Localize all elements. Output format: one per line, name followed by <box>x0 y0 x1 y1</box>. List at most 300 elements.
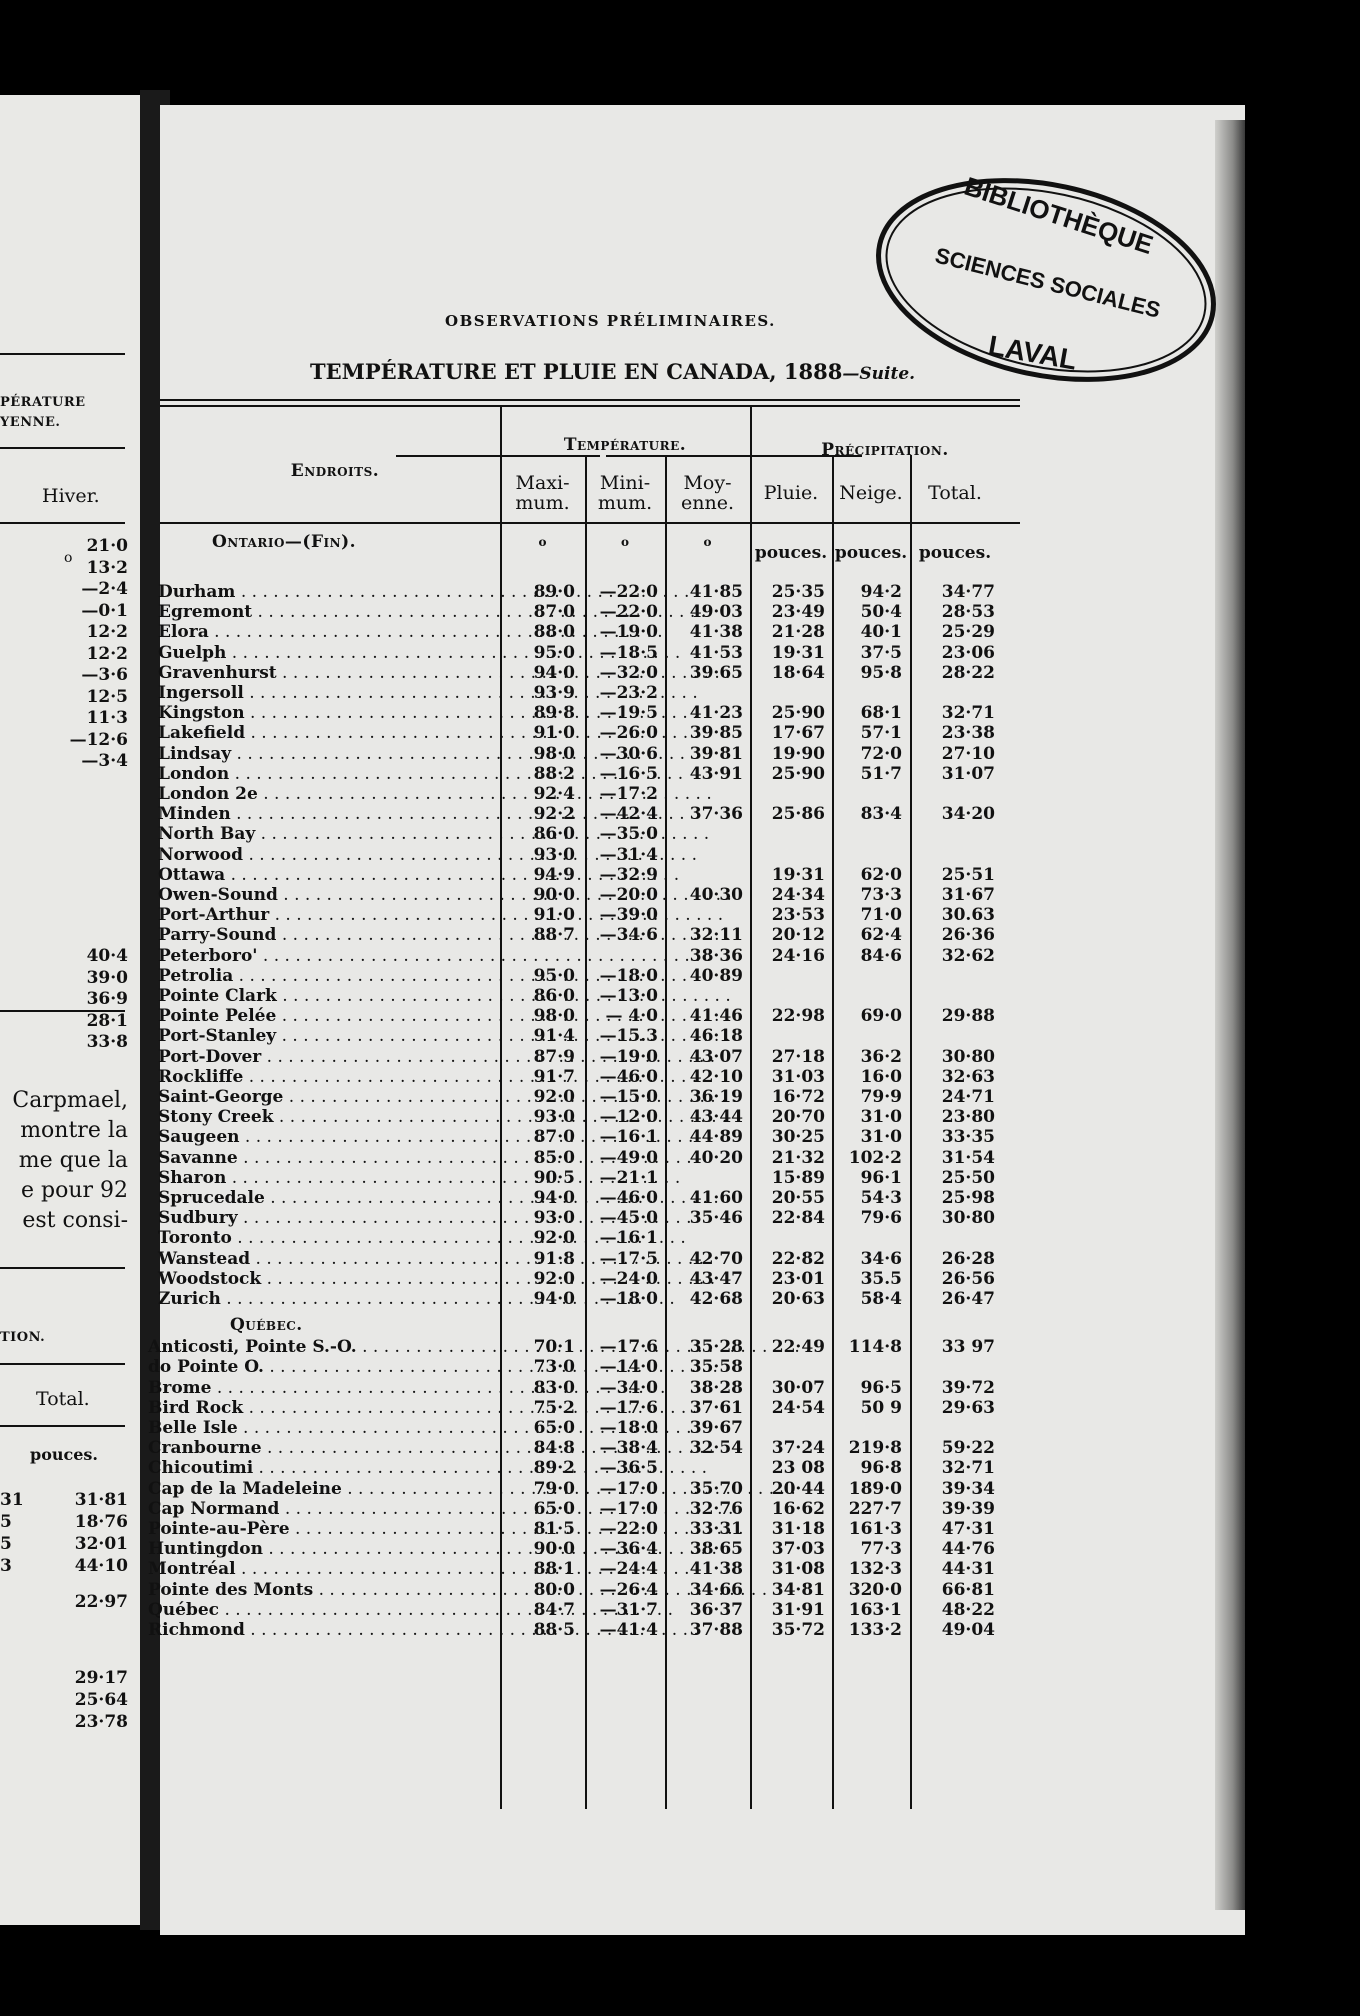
cell-max: 80·0 <box>533 1579 575 1600</box>
cell-rain: 22·49 <box>771 1337 825 1358</box>
left-value: —12·6 <box>69 729 128 750</box>
cell-total: 49·04 <box>941 1620 995 1640</box>
cell-snow: 163·1 <box>848 1599 902 1620</box>
place-name: Lakefield . . . <box>158 723 388 743</box>
cell-total: 34·20 <box>941 804 995 825</box>
cell-rain: 35·72 <box>771 1620 825 1640</box>
header-moyenne-line2: enne. <box>680 492 734 514</box>
cell-total: 26·56 <box>941 1268 995 1289</box>
cell-mean: 35·28 <box>689 1337 743 1358</box>
cell-max: 65·0 <box>533 1418 575 1438</box>
place-name: Pointe-au-Père . . . <box>148 1519 378 1539</box>
left-text-line: me que la <box>18 1148 128 1173</box>
header-pluie: Pluie. <box>763 482 819 504</box>
cell-min: —46·0 <box>599 1066 658 1087</box>
header-minimum-line2: mum. <box>597 492 653 514</box>
place-name: Pointe des Monts . . . <box>148 1580 378 1600</box>
left-value: 33·8 <box>86 1032 128 1052</box>
stamp-line3: LAVAL <box>986 329 1080 376</box>
header-moyenne <box>665 473 750 513</box>
place-name: Rockliffe . . . <box>158 1067 388 1087</box>
place-name: Gravenhurst . . . <box>158 663 388 683</box>
cell-min: —19·0 <box>599 622 658 643</box>
table-row <box>160 905 1245 925</box>
table-row <box>148 1599 1245 1620</box>
cell-min: —26·4 <box>599 1579 658 1600</box>
left-value: —0·1 <box>81 600 128 621</box>
cell-max: 89·2 <box>533 1458 575 1479</box>
table-row <box>160 1067 1245 1087</box>
cell-min: —39·0 <box>599 905 658 926</box>
left-header-1: PÉRATURE <box>0 395 86 410</box>
cell-max: 86·0 <box>533 824 575 845</box>
cell-mean: 41·60 <box>689 1188 743 1208</box>
left-total: 25·64 <box>74 1690 128 1710</box>
unit-max: o <box>538 535 547 549</box>
section-heading: Ontario—(Fin). <box>212 532 357 552</box>
cell-rain: 23 08 <box>771 1458 825 1479</box>
cell-total: 31·54 <box>941 1147 995 1168</box>
header-neige: Neige. <box>839 482 903 504</box>
table-row <box>160 622 1245 642</box>
cell-total: 26·47 <box>941 1289 995 1309</box>
cell-min: —21·1 <box>599 1167 658 1188</box>
cell-min: —14·0 <box>599 1357 658 1378</box>
cell-rain: 21·28 <box>771 622 825 643</box>
cell-snow: 96·8 <box>860 1458 902 1479</box>
table-row <box>148 1377 1245 1398</box>
cell-max: 88·7 <box>533 925 575 946</box>
cell-total: 39·34 <box>941 1478 995 1499</box>
table-row <box>160 1208 1245 1228</box>
left-value: —2·4 <box>81 579 128 599</box>
cell-min: —16·1 <box>599 1228 658 1249</box>
table-row <box>160 885 1245 905</box>
table-row <box>160 683 1245 703</box>
header-rule-bottom <box>160 522 1020 524</box>
cell-min: —41·4 <box>599 1620 658 1640</box>
cell-total: 30·80 <box>941 1208 995 1229</box>
section-heading: Québec. <box>230 1315 303 1336</box>
cell-min: —34·0 <box>599 1377 658 1398</box>
left-section-label: TION. <box>0 1330 46 1345</box>
cell-total: 29·88 <box>941 1006 995 1027</box>
table-row <box>160 1026 1245 1046</box>
header-minimum-line1: Mini- <box>599 472 651 494</box>
cell-max: 88·5 <box>533 1620 575 1640</box>
cell-mean: 43·91 <box>689 763 743 784</box>
cell-snow: 79·9 <box>860 1087 902 1107</box>
cell-min: —42·4 <box>599 804 658 825</box>
cell-total: 32·62 <box>941 945 995 966</box>
table-row <box>148 1620 1245 1640</box>
cell-max: 93·9 <box>533 683 575 703</box>
cell-mean: 40·20 <box>689 1147 743 1168</box>
left-total: 32·01 <box>74 1534 128 1554</box>
place-name: Wanstead . . . <box>158 1249 388 1269</box>
place-name: Cranbourne . . . <box>148 1438 378 1458</box>
cell-max: 93·0 <box>533 1107 575 1128</box>
cell-min: —31·7 <box>599 1599 658 1620</box>
cell-mean: 37·61 <box>689 1397 743 1418</box>
left-unit: o <box>64 550 73 566</box>
left-total-prefix: 31 <box>0 1490 24 1510</box>
cell-max: 90·0 <box>533 1539 575 1560</box>
cell-total: 25·98 <box>941 1188 995 1208</box>
place-name: Port-Arthur . . . <box>158 905 388 925</box>
cell-max: 91·0 <box>533 723 575 744</box>
place-name: Belle Isle . . . <box>148 1418 378 1438</box>
temp-group-rule <box>396 455 600 457</box>
place-name: Ottawa . . . <box>158 865 388 885</box>
table-row <box>148 1458 1245 1479</box>
cell-rain: 23·53 <box>771 905 825 926</box>
cell-snow: 50 9 <box>860 1397 902 1418</box>
place-name: Savanne . . . <box>158 1148 388 1168</box>
cell-max: 88·0 <box>533 622 575 643</box>
left-rule <box>0 1010 125 1012</box>
left-total-prefix: 5 <box>0 1534 12 1554</box>
cell-total: 31·07 <box>941 763 995 784</box>
left-value: 11·3 <box>86 708 128 728</box>
left-text-line: e pour 92 <box>20 1178 128 1203</box>
place-name: Elora . . . <box>158 622 388 642</box>
table-row <box>160 865 1245 885</box>
cell-mean: 32·11 <box>689 925 743 946</box>
left-rule <box>0 1363 125 1365</box>
cell-max: 89·8 <box>533 703 575 724</box>
place-name: do Pointe O. . . . <box>148 1357 378 1377</box>
cell-snow: 95·8 <box>860 662 902 683</box>
table-row <box>160 1269 1245 1289</box>
cell-min: —30·6 <box>599 743 658 764</box>
left-total-prefix: 5 <box>0 1512 12 1532</box>
cell-mean: 38·28 <box>689 1377 743 1398</box>
cell-min: —15·0 <box>599 1087 658 1107</box>
cell-mean: 44·89 <box>689 1127 743 1148</box>
cell-total: 24·71 <box>941 1087 995 1107</box>
cell-max: 81·5 <box>533 1519 575 1539</box>
cell-min: —20·0 <box>599 885 658 905</box>
table-row <box>160 602 1245 622</box>
cell-min: —17·2 <box>599 784 658 804</box>
left-value: 28·1 <box>86 1010 128 1031</box>
cell-max: 95·0 <box>533 642 575 663</box>
cell-snow: 50·4 <box>860 602 902 623</box>
cell-snow: 161·3 <box>848 1519 902 1539</box>
cell-rain: 24·34 <box>771 885 825 905</box>
cell-mean: 36·37 <box>689 1599 743 1620</box>
cell-max: 88·2 <box>533 763 575 784</box>
cell-total: 39·39 <box>941 1498 995 1519</box>
cell-max: 87·0 <box>533 1127 575 1148</box>
cell-min: —17·6 <box>599 1397 658 1418</box>
cell-mean: 36·19 <box>689 1087 743 1107</box>
cell-rain: 20·55 <box>771 1188 825 1208</box>
cell-min: —18·0 <box>599 1418 658 1438</box>
cell-total: 23·38 <box>941 723 995 744</box>
place-name: Montréal . . . <box>148 1559 378 1579</box>
cell-max: 94·9 <box>533 864 575 885</box>
left-total: 44·10 <box>74 1556 128 1576</box>
cell-snow: 77·3 <box>860 1539 902 1560</box>
cell-max: 70·1 <box>533 1337 575 1358</box>
header-moyenne-line1: Moy- <box>683 472 732 494</box>
cell-rain: 20·44 <box>771 1478 825 1499</box>
cell-rain: 37·24 <box>771 1438 825 1459</box>
place-name: Québec . . . <box>148 1600 378 1620</box>
cell-max: 95·0 <box>533 965 575 986</box>
table-row <box>160 1249 1245 1269</box>
table-row <box>148 1559 1245 1580</box>
place-name: Richmond . . . <box>148 1620 378 1640</box>
unit-rain: pouces. <box>754 543 828 563</box>
cell-total: 47·31 <box>941 1519 995 1539</box>
place-name: Petrolia . . . <box>158 966 388 986</box>
left-text-line: est consi- <box>22 1208 128 1233</box>
cell-total: 48·22 <box>941 1599 995 1620</box>
cell-max: 88·1 <box>533 1559 575 1580</box>
cell-snow: 84·6 <box>860 945 902 966</box>
cell-total: 27·10 <box>941 743 995 764</box>
place-name: Egremont . . . <box>158 602 388 622</box>
left-total-label: Total. <box>36 1388 90 1410</box>
place-name: Brome . . . <box>148 1378 378 1398</box>
cell-min: —18·0 <box>599 965 658 986</box>
cell-max: 75·2 <box>533 1397 575 1418</box>
cell-total: 30·80 <box>941 1046 995 1067</box>
cell-mean: 38·65 <box>689 1539 743 1560</box>
table-row <box>160 723 1245 743</box>
cell-rain: 31·08 <box>771 1559 825 1580</box>
cell-rain: 31·03 <box>771 1066 825 1087</box>
place-name: Peterboro' . . . <box>158 946 388 966</box>
place-name: Woodstock . . . <box>158 1269 388 1289</box>
cell-min: —26·0 <box>599 723 658 744</box>
cell-min: —35·0 <box>599 824 658 845</box>
cell-mean: 33·31 <box>689 1519 743 1539</box>
cell-total: 66·81 <box>941 1579 995 1600</box>
left-unit2: pouces. <box>30 1445 98 1464</box>
cell-mean: 41·23 <box>689 703 743 724</box>
cell-snow: 62·0 <box>860 864 902 885</box>
header-temperature: Température. <box>563 435 687 455</box>
place-name: Cap de la Madeleine . . . <box>148 1479 378 1499</box>
cell-rain: 22·98 <box>771 1006 825 1027</box>
cell-min: —36·5 <box>599 1458 658 1479</box>
cell-snow: 58·4 <box>860 1289 902 1309</box>
cell-snow: 35.5 <box>860 1268 902 1289</box>
table-row <box>160 1188 1245 1208</box>
cell-rain: 19·31 <box>771 864 825 885</box>
cell-mean: 39·85 <box>689 723 743 744</box>
cell-min: —24·0 <box>599 1268 658 1289</box>
cell-snow: 79·6 <box>860 1208 902 1229</box>
cell-max: 79·0 <box>533 1478 575 1499</box>
cell-min: —19·5 <box>599 703 658 724</box>
table-row <box>160 1047 1245 1067</box>
cell-mean: 35·46 <box>689 1208 743 1229</box>
cell-rain: 25·86 <box>771 804 825 825</box>
place-name: Owen-Sound . . . <box>158 885 388 905</box>
place-name: Stony Creek . . . <box>158 1107 388 1127</box>
cell-total: 39·72 <box>941 1377 995 1398</box>
cell-total: 23·80 <box>941 1107 995 1128</box>
table-row <box>160 1168 1245 1188</box>
cell-max: 84·7 <box>533 1599 575 1620</box>
left-rule <box>0 1267 125 1269</box>
cell-mean: 42·68 <box>689 1289 743 1309</box>
place-name: Anticosti, Pointe S.-O. . . . <box>148 1337 378 1357</box>
cell-rain: 34·81 <box>771 1579 825 1600</box>
place-name: Port-Dover . . . <box>158 1047 388 1067</box>
header-rule-top-2 <box>160 405 1020 407</box>
cell-mean: 35·58 <box>689 1357 743 1378</box>
cell-rain: 37·03 <box>771 1539 825 1560</box>
cell-snow: 73·3 <box>860 885 902 905</box>
cell-mean: 43·44 <box>689 1107 743 1128</box>
cell-mean: 39·67 <box>689 1418 743 1438</box>
place-name: Bird Rock . . . <box>148 1398 378 1418</box>
cell-mean: 35·70 <box>689 1478 743 1499</box>
table-row <box>160 986 1245 1006</box>
cell-mean: 43·07 <box>689 1046 743 1067</box>
left-rule <box>0 447 125 449</box>
cell-rain: 22·84 <box>771 1208 825 1229</box>
cell-mean: 38·36 <box>689 945 743 966</box>
table-row <box>160 643 1245 663</box>
cell-min: —22·0 <box>599 1519 658 1539</box>
cell-rain: 19·90 <box>771 743 825 764</box>
cell-snow: 40·1 <box>860 622 902 643</box>
cell-snow: 94·2 <box>860 582 902 602</box>
cell-snow: 62·4 <box>860 925 902 946</box>
header-minimum <box>585 473 665 513</box>
table-row <box>148 1357 1245 1378</box>
cell-max: 85·0 <box>533 1147 575 1168</box>
left-total: 31·81 <box>74 1490 128 1510</box>
table-row <box>160 744 1245 764</box>
cell-snow: 189·0 <box>848 1478 902 1499</box>
cell-rain: 23·49 <box>771 602 825 623</box>
cell-total: 44·76 <box>941 1539 995 1560</box>
cell-max: 91·0 <box>533 905 575 926</box>
cell-rain: 21·32 <box>771 1147 825 1168</box>
cell-total: 23·06 <box>941 642 995 663</box>
cell-min: —36·4 <box>599 1539 658 1560</box>
cell-snow: 31·0 <box>860 1107 902 1128</box>
header-endroits: Endroits. <box>290 461 380 481</box>
cell-total: 28·53 <box>941 602 995 623</box>
cell-min: —22·0 <box>599 602 658 623</box>
cell-total: 30.63 <box>941 905 995 926</box>
stamp-line2: SCIENCES SOCIALES <box>932 242 1163 323</box>
cell-snow: 83·4 <box>860 804 902 825</box>
cell-max: 86·0 <box>533 986 575 1006</box>
left-text-line: Carpmael, <box>12 1088 128 1113</box>
place-name: Ingersoll . . . <box>158 683 388 703</box>
cell-snow: 34·6 <box>860 1248 902 1269</box>
place-name: Minden . . . <box>158 804 388 824</box>
cell-max: 92·0 <box>533 1268 575 1289</box>
cell-min: —17·5 <box>599 1248 658 1269</box>
cell-mean: 39·81 <box>689 743 743 764</box>
table-title-suffix: —Suite. <box>842 364 916 384</box>
cell-total: 25·50 <box>941 1167 995 1188</box>
table-row <box>160 845 1245 865</box>
cell-mean: 39·65 <box>689 662 743 683</box>
left-rule <box>0 522 125 524</box>
header-maximum-line1: Maxi- <box>515 472 570 494</box>
running-head: OBSERVATIONS PRÉLIMINAIRES. <box>445 312 776 330</box>
cell-snow: 102·2 <box>848 1147 902 1168</box>
cell-total: 26·28 <box>941 1248 995 1269</box>
table-row <box>148 1337 1245 1358</box>
stamp-line1: BIBLIOTHÈQUE <box>960 170 1157 261</box>
cell-min: —17·0 <box>599 1498 658 1519</box>
cell-total: 34·77 <box>941 582 995 602</box>
cell-rain: 31·18 <box>771 1519 825 1539</box>
unit-total: pouces. <box>918 543 992 563</box>
place-name: Pointe Pelée . . . <box>158 1006 388 1026</box>
cell-max: 93·0 <box>533 844 575 865</box>
cell-min: —32·9 <box>599 864 658 885</box>
cell-max: 94·0 <box>533 1188 575 1208</box>
cell-max: 87·9 <box>533 1046 575 1067</box>
cell-snow: 36·2 <box>860 1046 902 1067</box>
cell-mean: 40·89 <box>689 965 743 986</box>
cell-max: 91·8 <box>533 1248 575 1269</box>
cell-min: —31·4 <box>599 844 658 865</box>
cell-snow: 114·8 <box>848 1337 902 1358</box>
left-value: 39·0 <box>86 967 128 988</box>
cell-rain: 23·01 <box>771 1268 825 1289</box>
table-row <box>160 1006 1245 1026</box>
table-row <box>160 1228 1245 1248</box>
cell-min: —34·6 <box>599 925 658 946</box>
cell-rain: 24·16 <box>771 945 825 966</box>
cell-min: —17·6 <box>599 1337 658 1358</box>
place-name: Saugeen . . . <box>158 1127 388 1147</box>
cell-mean: 32·54 <box>689 1438 743 1459</box>
cell-min: —46·0 <box>599 1188 658 1208</box>
cell-max: 89·0 <box>533 582 575 602</box>
table-row <box>160 1148 1245 1168</box>
cell-max: 94·0 <box>533 662 575 683</box>
cell-total: 33·35 <box>941 1127 995 1148</box>
cell-rain: 19·31 <box>771 642 825 663</box>
table-row <box>148 1579 1245 1600</box>
left-value: 12·2 <box>86 622 128 642</box>
cell-min: —18·5 <box>599 642 658 663</box>
cell-rain: 18·64 <box>771 662 825 683</box>
table-row <box>148 1519 1245 1539</box>
header-total: Total. <box>928 482 982 504</box>
cell-max: 91·7 <box>533 1066 575 1087</box>
cell-max: 94·0 <box>533 1289 575 1309</box>
cell-rain: 20·12 <box>771 925 825 946</box>
cell-mean: 49·03 <box>689 602 743 623</box>
cell-snow: 68·1 <box>860 703 902 724</box>
cell-max: 98·0 <box>533 743 575 764</box>
cell-total: 26·36 <box>941 925 995 946</box>
place-name: Port-Stanley . . . <box>158 1026 388 1046</box>
left-rule <box>0 353 125 355</box>
table-row <box>148 1418 1245 1438</box>
cell-max: 87·0 <box>533 602 575 623</box>
cell-total: 25·29 <box>941 622 995 643</box>
cell-mean: 37·88 <box>689 1620 743 1640</box>
